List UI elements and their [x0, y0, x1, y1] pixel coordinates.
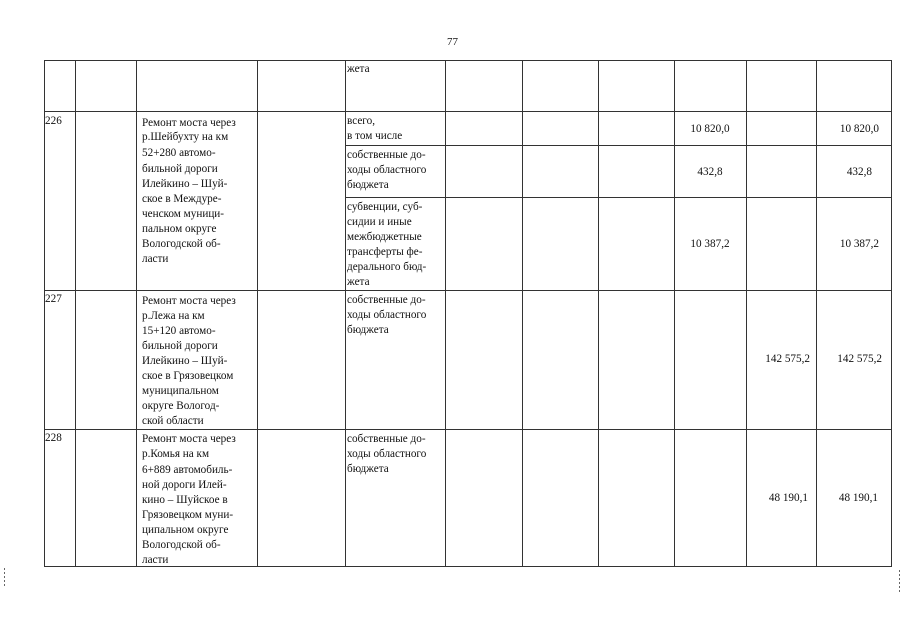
amount-cell: 10 387,2: [690, 238, 730, 250]
description-line: р.Шейбухту на км: [142, 131, 229, 143]
source-line: субвенции, суб-: [347, 201, 423, 213]
description-line: ской области: [142, 415, 204, 427]
description-line: округе Вологод-: [142, 400, 220, 412]
source-line: бюджета: [347, 324, 389, 336]
row-divider: [345, 145, 892, 146]
row-number: 227: [45, 293, 62, 305]
description-line: ной дороги Илей-: [142, 479, 227, 491]
source-line: собственные до-: [347, 433, 426, 445]
column-divider: [598, 60, 599, 567]
amount-cell: 432,8: [697, 166, 723, 178]
source-line: ходы областного: [347, 309, 427, 321]
row-divider: [44, 429, 892, 430]
description-line: пальном округе: [142, 223, 217, 235]
total-cell: 432,8: [846, 166, 872, 178]
description-line: ское в Грязовецком: [142, 370, 234, 382]
page-number: 77: [447, 36, 458, 48]
scan-edge-mark: [4, 568, 5, 588]
description-line: Илейкино – Шуй-: [142, 178, 228, 190]
table-bottom-border: [44, 566, 892, 567]
column-divider: [75, 60, 76, 567]
description-line: Вологодской об-: [142, 238, 221, 250]
description-line: 52+280 автомо-: [142, 147, 216, 159]
total-cell: 10 820,0: [839, 123, 879, 135]
column-divider: [257, 60, 258, 567]
column-divider: [522, 60, 523, 567]
description-line: Ремонт моста через: [142, 117, 236, 129]
carryover-source-text: жета: [347, 63, 370, 75]
column-divider: [345, 60, 346, 567]
description-line: Вологодской об-: [142, 539, 221, 551]
description-line: 6+889 автомобиль-: [142, 464, 233, 476]
description-line: муниципальном: [142, 385, 219, 397]
table-top-border: [44, 60, 892, 61]
source-line: трансферты фе-: [347, 246, 423, 258]
source-line: жета: [347, 276, 370, 288]
total-cell: 10 387,2: [839, 238, 879, 250]
total-cell: 48 190,1: [838, 492, 878, 504]
description-line: 15+120 автомо-: [142, 325, 216, 337]
source-line: ходы областного: [347, 164, 427, 176]
description-line: Ремонт моста через: [142, 295, 236, 307]
row-number: 226: [45, 115, 62, 127]
row-divider: [345, 197, 892, 198]
source-line: бюджета: [347, 463, 389, 475]
description-line: Илейкино – Шуй-: [142, 355, 228, 367]
description-line: ское в Междуре-: [142, 193, 222, 205]
row-number: 228: [45, 432, 62, 444]
amount-cell: 142 575,2: [765, 353, 810, 365]
amount-cell: 10 820,0: [690, 123, 730, 135]
total-cell: 142 575,2: [837, 353, 882, 365]
description-line: Грязовецком муни-: [142, 509, 234, 521]
source-line: собственные до-: [347, 149, 426, 161]
description-line: Ремонт моста через: [142, 433, 236, 445]
source-line: ходы областного: [347, 448, 427, 460]
amount-cell: 48 190,1: [768, 492, 808, 504]
description-line: кино – Шуйское в: [142, 494, 228, 506]
description-line: ченском муници-: [142, 208, 225, 220]
source-line: сидии и иные: [347, 216, 412, 228]
source-line: межбюджетные: [347, 231, 422, 243]
column-divider: [445, 60, 446, 567]
source-line: в том числе: [347, 130, 403, 142]
source-line: бюджета: [347, 179, 389, 191]
description-line: ласти: [142, 253, 169, 265]
column-divider: [136, 60, 137, 567]
description-line: бильной дороги: [142, 340, 218, 352]
scan-edge-mark: [899, 570, 900, 594]
description-line: ципальном округе: [142, 524, 229, 536]
description-line: р.Лежа на км: [142, 310, 205, 322]
row-divider: [44, 111, 892, 112]
description-line: р.Комья на км: [142, 448, 210, 460]
table-right-border: [891, 60, 892, 567]
column-divider: [44, 60, 45, 567]
source-line: всего,: [347, 115, 375, 127]
row-divider: [44, 290, 892, 291]
description-line: бильной дороги: [142, 163, 218, 175]
source-line: собственные до-: [347, 294, 426, 306]
description-line: ласти: [142, 554, 169, 566]
source-line: дерального бюд-: [347, 261, 427, 273]
